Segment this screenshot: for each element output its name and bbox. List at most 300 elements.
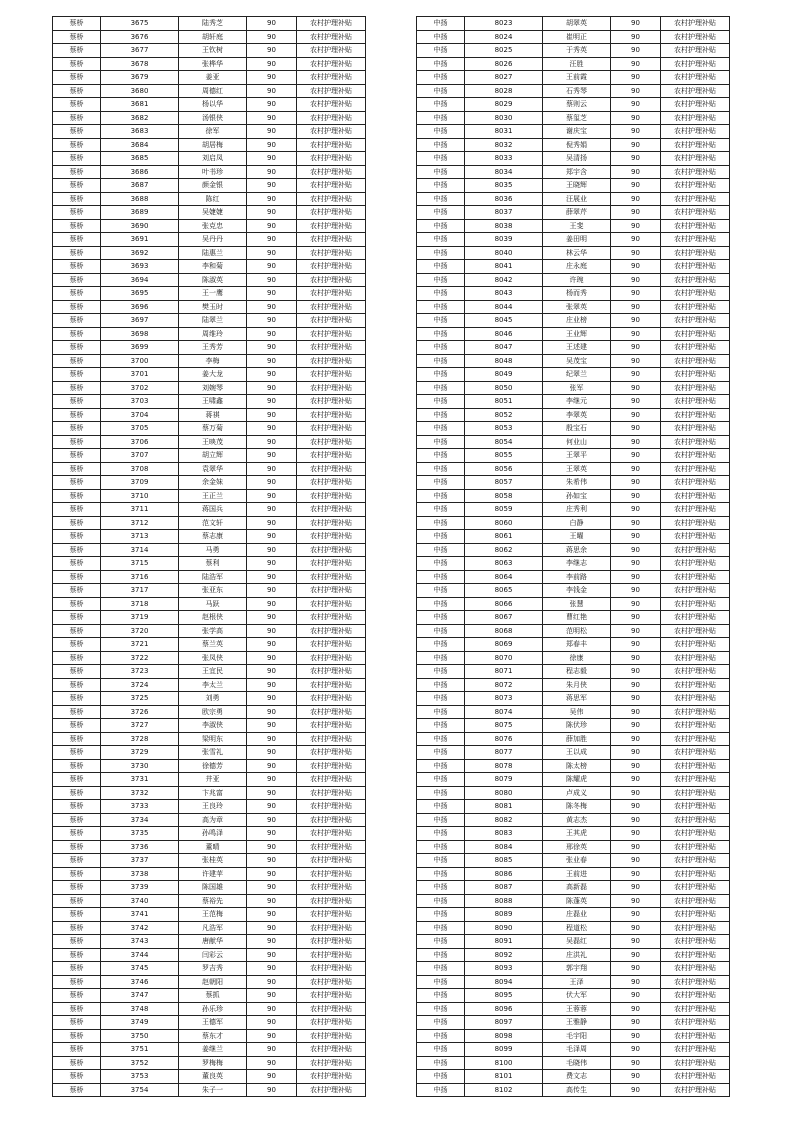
type-cell: 农村护理补贴 — [297, 327, 366, 341]
town-cell: 蔡桥 — [53, 489, 101, 503]
amount-cell: 90 — [611, 624, 661, 638]
name-cell: 吴磊红 — [543, 935, 611, 949]
name-cell: 郑春丰 — [543, 638, 611, 652]
table-row — [417, 786, 730, 800]
table-row — [53, 678, 366, 692]
amount-cell: 90 — [611, 516, 661, 530]
name-cell: 王翠英 — [543, 462, 611, 476]
town-cell: 中扬 — [417, 773, 465, 787]
id-cell: 3694 — [101, 273, 179, 287]
table-row — [53, 908, 366, 922]
table-row — [417, 773, 730, 787]
type-cell: 农村护理补贴 — [297, 624, 366, 638]
amount-cell: 90 — [247, 827, 297, 841]
type-cell: 农村护理补贴 — [661, 854, 730, 868]
id-cell: 3747 — [101, 989, 179, 1003]
town-cell: 蔡桥 — [53, 314, 101, 328]
id-cell: 3682 — [101, 111, 179, 125]
id-cell: 8089 — [465, 908, 543, 922]
name-cell: 邢徐英 — [543, 840, 611, 854]
town-cell: 蔡桥 — [53, 921, 101, 935]
type-cell: 农村护理补贴 — [297, 516, 366, 530]
table-row — [417, 206, 730, 220]
town-cell: 蔡桥 — [53, 881, 101, 895]
type-cell: 农村护理补贴 — [661, 989, 730, 1003]
table-row — [417, 732, 730, 746]
town-cell: 中扬 — [417, 827, 465, 841]
amount-cell: 90 — [611, 503, 661, 517]
table-row — [417, 260, 730, 274]
amount-cell: 90 — [611, 894, 661, 908]
type-cell: 农村护理补贴 — [661, 17, 730, 31]
id-cell: 3748 — [101, 1002, 179, 1016]
name-cell: 马跃 — [179, 597, 247, 611]
type-cell: 农村护理补贴 — [661, 651, 730, 665]
table-row — [417, 935, 730, 949]
id-cell: 3741 — [101, 908, 179, 922]
id-cell: 3740 — [101, 894, 179, 908]
name-cell: 曹红艳 — [543, 611, 611, 625]
amount-cell: 90 — [247, 908, 297, 922]
town-cell: 中扬 — [417, 381, 465, 395]
type-cell: 农村护理补贴 — [297, 921, 366, 935]
id-cell: 8098 — [465, 1029, 543, 1043]
town-cell: 中扬 — [417, 165, 465, 179]
type-cell: 农村护理补贴 — [297, 462, 366, 476]
name-cell: 蔡裕先 — [179, 894, 247, 908]
amount-cell: 90 — [611, 651, 661, 665]
table-row — [417, 530, 730, 544]
table-row — [53, 287, 366, 301]
id-cell: 3738 — [101, 867, 179, 881]
name-cell: 李淑侠 — [179, 719, 247, 733]
town-cell: 蔡桥 — [53, 1070, 101, 1084]
name-cell: 蔡利 — [179, 557, 247, 571]
town-cell: 蔡桥 — [53, 300, 101, 314]
amount-cell: 90 — [247, 867, 297, 881]
name-cell: 王其虎 — [543, 827, 611, 841]
amount-cell: 90 — [611, 30, 661, 44]
type-cell: 农村护理补贴 — [661, 584, 730, 598]
amount-cell: 90 — [247, 354, 297, 368]
type-cell: 农村护理补贴 — [661, 665, 730, 679]
name-cell: 陈太榜 — [543, 759, 611, 773]
id-cell: 3750 — [101, 1029, 179, 1043]
table-row — [53, 746, 366, 760]
town-cell: 中扬 — [417, 354, 465, 368]
table-row — [53, 503, 366, 517]
table-row — [53, 1016, 366, 1030]
name-cell: 陆秀芝 — [179, 17, 247, 31]
town-cell: 中扬 — [417, 975, 465, 989]
town-cell: 中扬 — [417, 624, 465, 638]
type-cell: 农村护理补贴 — [297, 584, 366, 598]
type-cell: 农村护理补贴 — [297, 678, 366, 692]
name-cell: 刘婉琴 — [179, 381, 247, 395]
table-row — [53, 98, 366, 112]
town-cell: 蔡桥 — [53, 975, 101, 989]
name-cell: 欧宗勇 — [179, 705, 247, 719]
table-row — [417, 233, 730, 247]
name-cell: 王雅静 — [543, 1016, 611, 1030]
id-cell: 8072 — [465, 678, 543, 692]
type-cell: 农村护理补贴 — [661, 840, 730, 854]
name-cell: 陈伏珍 — [543, 719, 611, 733]
id-cell: 3706 — [101, 435, 179, 449]
id-cell: 3698 — [101, 327, 179, 341]
name-cell: 赵朝阳 — [179, 975, 247, 989]
type-cell: 农村护理补贴 — [297, 489, 366, 503]
id-cell: 3754 — [101, 1083, 179, 1097]
town-cell: 蔡桥 — [53, 894, 101, 908]
amount-cell: 90 — [611, 1002, 661, 1016]
amount-cell: 90 — [247, 341, 297, 355]
id-cell: 8053 — [465, 422, 543, 436]
amount-cell: 90 — [611, 935, 661, 949]
type-cell: 农村护理补贴 — [297, 543, 366, 557]
name-cell: 孙如宝 — [543, 489, 611, 503]
amount-cell: 90 — [247, 152, 297, 166]
id-cell: 3690 — [101, 219, 179, 233]
type-cell: 农村护理补贴 — [297, 179, 366, 193]
table-row — [53, 1070, 366, 1084]
type-cell: 农村护理补贴 — [661, 395, 730, 409]
type-cell: 农村护理补贴 — [661, 489, 730, 503]
town-cell: 蔡桥 — [53, 435, 101, 449]
type-cell: 农村护理补贴 — [297, 975, 366, 989]
type-cell: 农村护理补贴 — [661, 746, 730, 760]
town-cell: 中扬 — [417, 543, 465, 557]
id-cell: 3735 — [101, 827, 179, 841]
town-cell: 蔡桥 — [53, 678, 101, 692]
type-cell: 农村护理补贴 — [297, 746, 366, 760]
id-cell: 8056 — [465, 462, 543, 476]
table-row — [53, 516, 366, 530]
type-cell: 农村护理补贴 — [297, 287, 366, 301]
town-cell: 蔡桥 — [53, 17, 101, 31]
amount-cell: 90 — [611, 530, 661, 544]
id-cell: 3732 — [101, 786, 179, 800]
amount-cell: 90 — [247, 935, 297, 949]
town-cell: 蔡桥 — [53, 192, 101, 206]
amount-cell: 90 — [247, 692, 297, 706]
type-cell: 农村护理补贴 — [661, 206, 730, 220]
name-cell: 王前霞 — [543, 71, 611, 85]
table-row — [53, 489, 366, 503]
id-cell: 3676 — [101, 30, 179, 44]
name-cell: 胡轩庭 — [179, 30, 247, 44]
town-cell: 中扬 — [417, 179, 465, 193]
type-cell: 农村护理补贴 — [297, 800, 366, 814]
name-cell: 赵根侠 — [179, 611, 247, 625]
amount-cell: 90 — [611, 138, 661, 152]
amount-cell: 90 — [611, 881, 661, 895]
amount-cell: 90 — [611, 1083, 661, 1097]
table-row — [53, 300, 366, 314]
type-cell: 农村护理补贴 — [297, 435, 366, 449]
name-cell: 孙乐珍 — [179, 1002, 247, 1016]
town-cell: 中扬 — [417, 786, 465, 800]
type-cell: 农村护理补贴 — [297, 989, 366, 1003]
id-cell: 3729 — [101, 746, 179, 760]
town-cell: 蔡桥 — [53, 206, 101, 220]
type-cell: 农村护理补贴 — [297, 530, 366, 544]
id-cell: 8087 — [465, 881, 543, 895]
town-cell: 蔡桥 — [53, 746, 101, 760]
name-cell: 毛宇阳 — [543, 1029, 611, 1043]
type-cell: 农村护理补贴 — [661, 800, 730, 814]
name-cell: 李前路 — [543, 570, 611, 584]
name-cell: 郭宇翔 — [543, 962, 611, 976]
type-cell: 农村护理补贴 — [297, 827, 366, 841]
id-cell: 8050 — [465, 381, 543, 395]
id-cell: 8059 — [465, 503, 543, 517]
name-cell: 范文轩 — [179, 516, 247, 530]
table-row — [53, 435, 366, 449]
table-row — [417, 1016, 730, 1030]
town-cell: 蔡桥 — [53, 408, 101, 422]
town-cell: 中扬 — [417, 287, 465, 301]
id-cell: 8051 — [465, 395, 543, 409]
town-cell: 蔡桥 — [53, 557, 101, 571]
name-cell: 张凤侠 — [179, 651, 247, 665]
name-cell: 张业春 — [543, 854, 611, 868]
type-cell: 农村护理补贴 — [297, 1002, 366, 1016]
amount-cell: 90 — [611, 489, 661, 503]
id-cell: 3737 — [101, 854, 179, 868]
table-row — [53, 813, 366, 827]
amount-cell: 90 — [247, 962, 297, 976]
amount-cell: 90 — [611, 921, 661, 935]
table-row — [53, 327, 366, 341]
amount-cell: 90 — [611, 192, 661, 206]
table-row — [417, 989, 730, 1003]
table-row — [417, 962, 730, 976]
id-cell: 8060 — [465, 516, 543, 530]
type-cell: 农村护理补贴 — [661, 1056, 730, 1070]
name-cell: 张桂英 — [179, 854, 247, 868]
town-cell: 中扬 — [417, 665, 465, 679]
name-cell: 王述建 — [543, 341, 611, 355]
name-cell: 王泽 — [543, 975, 611, 989]
type-cell: 农村护理补贴 — [297, 1043, 366, 1057]
amount-cell: 90 — [247, 719, 297, 733]
type-cell: 农村护理补贴 — [661, 678, 730, 692]
name-cell: 伏大军 — [543, 989, 611, 1003]
amount-cell: 90 — [611, 395, 661, 409]
table-row — [417, 854, 730, 868]
table-row — [417, 1029, 730, 1043]
amount-cell: 90 — [611, 840, 661, 854]
name-cell: 李翠英 — [543, 408, 611, 422]
table-row — [53, 975, 366, 989]
type-cell: 农村护理补贴 — [661, 152, 730, 166]
name-cell: 庄永庭 — [543, 260, 611, 274]
table-row — [417, 975, 730, 989]
amount-cell: 90 — [611, 732, 661, 746]
table-row — [53, 462, 366, 476]
name-cell: 王曜 — [543, 530, 611, 544]
type-cell: 农村护理补贴 — [297, 962, 366, 976]
id-cell: 8027 — [465, 71, 543, 85]
name-cell: 梁明东 — [179, 732, 247, 746]
id-cell: 8063 — [465, 557, 543, 571]
id-cell: 3713 — [101, 530, 179, 544]
table-row — [417, 314, 730, 328]
name-cell: 袁翠华 — [179, 462, 247, 476]
id-cell: 8075 — [465, 719, 543, 733]
town-cell: 中扬 — [417, 746, 465, 760]
name-cell: 王德军 — [179, 1016, 247, 1030]
amount-cell: 90 — [611, 354, 661, 368]
type-cell: 农村护理补贴 — [297, 894, 366, 908]
id-cell: 3733 — [101, 800, 179, 814]
town-cell: 中扬 — [417, 881, 465, 895]
id-cell: 3739 — [101, 881, 179, 895]
id-cell: 8093 — [465, 962, 543, 976]
name-cell: 于秀英 — [543, 44, 611, 58]
town-cell: 蔡桥 — [53, 1056, 101, 1070]
name-cell: 张亚东 — [179, 584, 247, 598]
amount-cell: 90 — [247, 165, 297, 179]
town-cell: 蔡桥 — [53, 840, 101, 854]
town-cell: 中扬 — [417, 246, 465, 260]
type-cell: 农村护理补贴 — [297, 759, 366, 773]
town-cell: 蔡桥 — [53, 530, 101, 544]
name-cell: 王业辉 — [543, 327, 611, 341]
town-cell: 中扬 — [417, 300, 465, 314]
amount-cell: 90 — [247, 435, 297, 449]
name-cell: 郑宇含 — [543, 165, 611, 179]
type-cell: 农村护理补贴 — [661, 44, 730, 58]
id-cell: 3703 — [101, 395, 179, 409]
id-cell: 8058 — [465, 489, 543, 503]
type-cell: 农村护理补贴 — [661, 719, 730, 733]
town-cell: 中扬 — [417, 948, 465, 962]
table-row — [53, 233, 366, 247]
amount-cell: 90 — [247, 989, 297, 1003]
type-cell: 农村护理补贴 — [297, 867, 366, 881]
name-cell: 李太兰 — [179, 678, 247, 692]
town-cell: 蔡桥 — [53, 624, 101, 638]
type-cell: 农村护理补贴 — [297, 57, 366, 71]
name-cell: 庄磊业 — [543, 908, 611, 922]
amount-cell: 90 — [247, 71, 297, 85]
type-cell: 农村护理补贴 — [661, 57, 730, 71]
type-cell: 农村护理补贴 — [297, 125, 366, 139]
town-cell: 蔡桥 — [53, 381, 101, 395]
name-cell: 叶书珍 — [179, 165, 247, 179]
id-cell: 8102 — [465, 1083, 543, 1097]
table-row — [53, 30, 366, 44]
id-cell: 8073 — [465, 692, 543, 706]
name-cell: 王斐 — [543, 219, 611, 233]
table-row — [417, 179, 730, 193]
table-row — [53, 651, 366, 665]
name-cell: 张军 — [543, 381, 611, 395]
table-row — [53, 800, 366, 814]
name-cell: 罗梅梅 — [179, 1056, 247, 1070]
type-cell: 农村护理补贴 — [661, 638, 730, 652]
name-cell: 吴清扬 — [543, 152, 611, 166]
name-cell: 王范梅 — [179, 908, 247, 922]
table-row — [53, 219, 366, 233]
name-cell: 卢成义 — [543, 786, 611, 800]
amount-cell: 90 — [611, 948, 661, 962]
table-row — [53, 1002, 366, 1016]
type-cell: 农村护理补贴 — [661, 287, 730, 301]
table-row — [53, 719, 366, 733]
id-cell: 8043 — [465, 287, 543, 301]
amount-cell: 90 — [611, 597, 661, 611]
id-cell: 8076 — [465, 732, 543, 746]
type-cell: 农村护理补贴 — [661, 30, 730, 44]
id-cell: 3700 — [101, 354, 179, 368]
town-cell: 中扬 — [417, 759, 465, 773]
town-cell: 中扬 — [417, 921, 465, 935]
amount-cell: 90 — [247, 489, 297, 503]
name-cell: 薛加胜 — [543, 732, 611, 746]
table-row — [417, 813, 730, 827]
type-cell: 农村护理补贴 — [661, 705, 730, 719]
amount-cell: 90 — [247, 921, 297, 935]
type-cell: 农村护理补贴 — [661, 273, 730, 287]
table-row — [53, 705, 366, 719]
id-cell: 3716 — [101, 570, 179, 584]
type-cell: 农村护理补贴 — [661, 611, 730, 625]
id-cell: 8081 — [465, 800, 543, 814]
id-cell: 8078 — [465, 759, 543, 773]
name-cell: 杨以华 — [179, 98, 247, 112]
town-cell: 中扬 — [417, 57, 465, 71]
name-cell: 王良玲 — [179, 800, 247, 814]
amount-cell: 90 — [247, 813, 297, 827]
name-cell: 李继元 — [543, 395, 611, 409]
table-row — [417, 368, 730, 382]
type-cell: 农村护理补贴 — [661, 557, 730, 571]
name-cell: 何业山 — [543, 435, 611, 449]
id-cell: 3691 — [101, 233, 179, 247]
amount-cell: 90 — [611, 233, 661, 247]
type-cell: 农村护理补贴 — [297, 341, 366, 355]
id-cell: 3680 — [101, 84, 179, 98]
amount-cell: 90 — [611, 206, 661, 220]
table-row — [53, 840, 366, 854]
amount-cell: 90 — [247, 773, 297, 787]
name-cell: 王晓辉 — [543, 179, 611, 193]
type-cell: 农村护理补贴 — [661, 219, 730, 233]
id-cell: 3709 — [101, 476, 179, 490]
name-cell: 薛翠芹 — [543, 206, 611, 220]
type-cell: 农村护理补贴 — [297, 260, 366, 274]
table-row — [417, 30, 730, 44]
amount-cell: 90 — [611, 989, 661, 1003]
amount-cell: 90 — [247, 300, 297, 314]
amount-cell: 90 — [247, 206, 297, 220]
amount-cell: 90 — [247, 678, 297, 692]
town-cell: 蔡桥 — [53, 948, 101, 962]
name-cell: 蒋思军 — [543, 692, 611, 706]
table-row — [53, 597, 366, 611]
amount-cell: 90 — [611, 368, 661, 382]
id-cell: 8037 — [465, 206, 543, 220]
town-cell: 蔡桥 — [53, 854, 101, 868]
table-row — [417, 111, 730, 125]
amount-cell: 90 — [247, 543, 297, 557]
type-cell: 农村护理补贴 — [297, 665, 366, 679]
table-row — [53, 260, 366, 274]
town-cell: 中扬 — [417, 638, 465, 652]
